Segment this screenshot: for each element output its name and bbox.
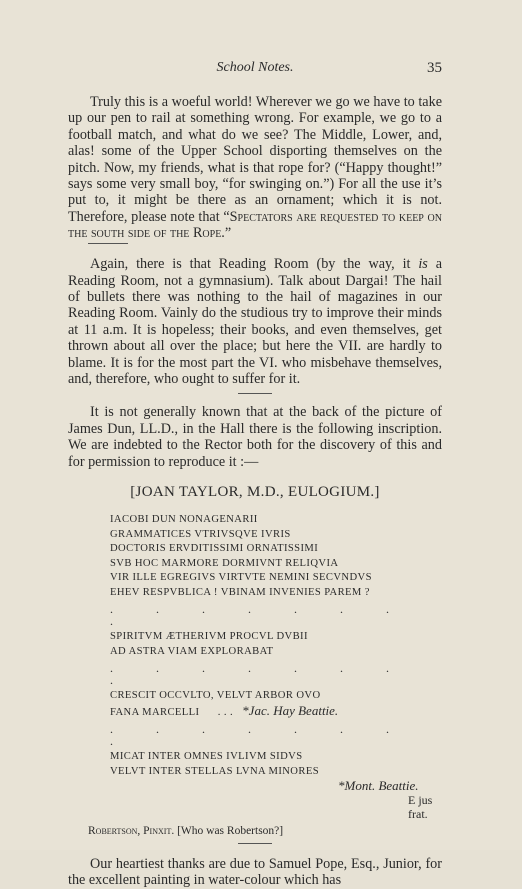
inscription-dots: . . . <box>217 706 234 718</box>
inscription-line: SPIRITVM ÆTHERIVM PROCVL DVBII <box>110 631 308 643</box>
dotted-separator: . . . . . . . . <box>110 661 409 688</box>
painter-credit <box>88 825 442 837</box>
inscription-block-1 <box>68 513 442 600</box>
signature-frat: E jus frat. <box>408 793 433 822</box>
inscription-line: MICAT INTER OMNES IVLIVM SIDVS <box>110 751 303 763</box>
inscription-line: VIR ILLE EGREGIVS VIRTVTE NEMINI SECVNDVS <box>110 572 372 584</box>
attribution-jac-hay-beattie: *Jac. Hay Beattie. <box>242 702 339 718</box>
paragraph-reading-room-text: Again, there is that Reading Room (by the way, it <box>90 256 419 273</box>
page-number: 35 <box>427 60 442 76</box>
paragraph-reading-room-rest: a Reading Room, not a gymnasium). Talk about Dargai! The hail of bullets there was nothing to the hail of magazines in our Reading Room. Vainly do the studious try to improve their minds at 11 a.m. It is hopeless; their books, and even themselves, get thrown about all over the place; but here the VII. are hardly to blame. It is for the most part the VI. who misbehave themselves, and, therefore, who ought to suffer for it. <box>68 256 442 387</box>
painter-note: [Who was Robertson?] <box>177 825 284 838</box>
inscription-text: FANA MARCELLI <box>110 706 200 718</box>
inscription-block-3 <box>68 689 442 720</box>
emphasis-is: is <box>418 256 428 273</box>
dotted-separator: . . . . . . . . <box>110 602 409 629</box>
inscription-line: SVB HOC MARMORE DORMIVNT RELIQVIA <box>110 557 339 569</box>
paragraph-football-text: Truly this is a woeful world! Wherever we go we have to take up our pen to rail at something wrong. For example, we go to a football match, and what do we see? The Middle, Lower, and, alas! some of the Upper School disporting themselves on the pitch. Now, my friends, what is that rope for? (“Happy thought!” says some very small boy, “for swinging on.”) For all the use it’s put to, it might be there as an ornament; which it is not. Therefore, please note that “ <box>68 94 442 225</box>
inscription-title: [JOAN TAYLOR, M.D., EULOGIUM.] <box>130 484 380 501</box>
dotted-separator: . . . . . . . . <box>110 722 409 749</box>
notice-small-caps: Spectators are requested to keep on the south side of the Rope. <box>68 208 442 242</box>
paragraph-thanks: Our heartiest thanks are due to Samuel Pope, Esq., Junior, for the excellent painting in water-colour which has <box>68 856 442 889</box>
inscription-line: VELVT INTER STELLAS LVNA MINORES <box>110 765 319 777</box>
paragraph-football-end: ” <box>224 225 232 242</box>
inscription-line: EHEV RESPVBLICA ! VBINAM INVENIES PAREM ? <box>110 586 370 598</box>
paragraph-inscription-intro: It is not generally known that at the back of the picture of James Dun, LL.D., in the Hall there is the following inscription. We are indebted to the Rector both for the discovery of this and for permission to reproduce it :— <box>68 404 442 470</box>
page-header <box>68 60 442 80</box>
paragraph-reading-room <box>68 256 442 387</box>
painter-name: Robertson, Pinxit. <box>88 825 175 838</box>
inscription-line: GRAMMATICES VTRIVSQVE IVRIS <box>110 528 291 540</box>
paragraph-football <box>68 94 442 242</box>
section-rule <box>238 843 272 844</box>
section-rule <box>88 243 128 245</box>
inscription-line: IACOBI DUN NONAGENARII <box>110 514 258 526</box>
inscription-block-4 <box>68 750 442 779</box>
inscription-line: DOCTORIS ERVDITISSIMI ORNATISSIMI <box>110 543 319 555</box>
inscription-line-attributed <box>110 704 442 721</box>
signature-mont-beattie: *Mont. Beattie. <box>338 778 419 794</box>
section-rule <box>238 393 272 394</box>
running-title: School Notes. <box>216 60 294 75</box>
inscription-block-2 <box>68 630 442 659</box>
inscription-line: CRESCIT OCCVLTO, VELVT ARBOR OVO <box>110 690 321 702</box>
inscription-line: AD ASTRA VIAM EXPLORABAT <box>110 645 274 657</box>
